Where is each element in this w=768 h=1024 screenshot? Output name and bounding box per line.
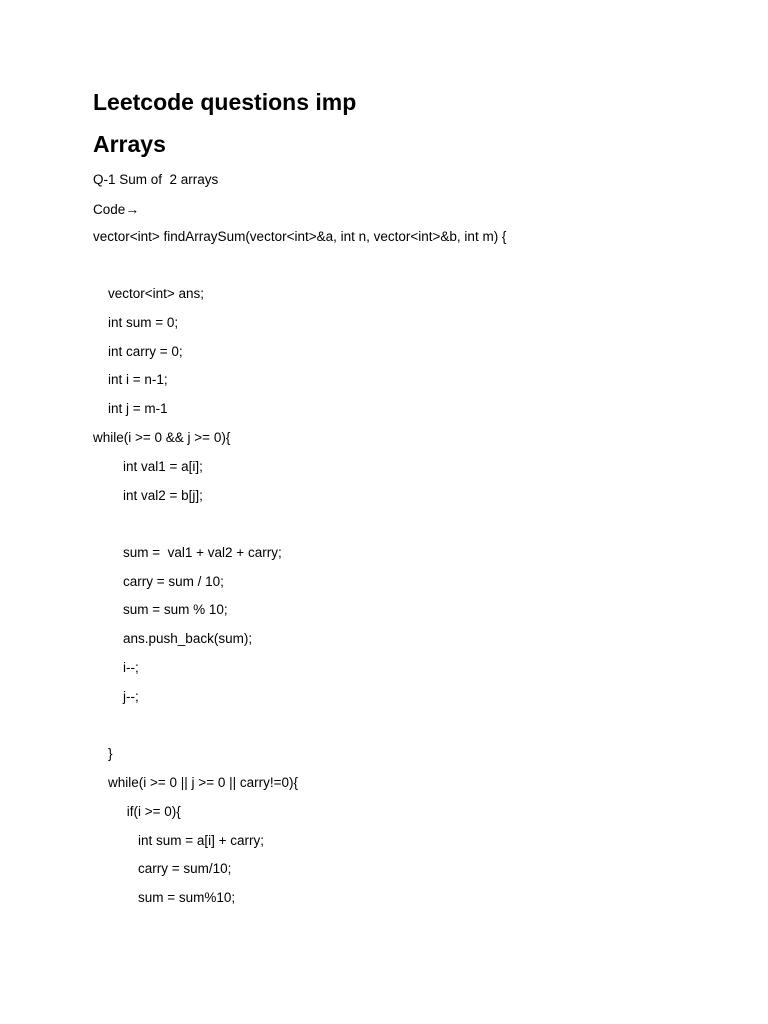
code-line: carry = sum / 10; — [93, 574, 224, 589]
code-line: int sum = a[i] + carry; — [93, 833, 265, 848]
code-line: ans.push_back(sum); — [93, 631, 253, 646]
code-line: int val1 = a[i]; — [93, 459, 203, 474]
code-line: int sum = 0; — [93, 315, 179, 330]
code-line: j--; — [93, 689, 139, 704]
document-title: Leetcode questions imp — [93, 89, 357, 115]
question-label: Q-1 Sum of 2 arrays — [93, 172, 219, 187]
code-line: } — [93, 746, 113, 761]
code-line: if(i >= 0){ — [93, 804, 181, 819]
right-arrow-icon: → — [125, 201, 140, 217]
code-label: Code — [93, 202, 126, 217]
code-line: sum = sum % 10; — [93, 602, 228, 617]
code-line: carry = sum/10; — [93, 861, 232, 876]
code-line: int val2 = b[j]; — [93, 488, 203, 503]
code-line: while(i >= 0 && j >= 0){ — [93, 430, 231, 445]
code-line: int carry = 0; — [93, 344, 183, 359]
code-line: int i = n-1; — [93, 372, 168, 387]
code-line: vector<int> ans; — [93, 286, 205, 301]
code-line: i--; — [93, 660, 139, 675]
code-line: vector<int> findArraySum(vector<int>&a, int n, vector<int>&b, int m) { — [93, 229, 507, 244]
code-line: while(i >= 0 || j >= 0 || carry!=0){ — [93, 775, 298, 790]
section-heading-arrays: Arrays — [93, 131, 166, 157]
code-line: int j = m-1 — [93, 401, 168, 416]
code-line: sum = val1 + val2 + carry; — [93, 545, 282, 560]
code-line: sum = sum%10; — [93, 890, 236, 905]
code-label-line — [93, 200, 139, 219]
